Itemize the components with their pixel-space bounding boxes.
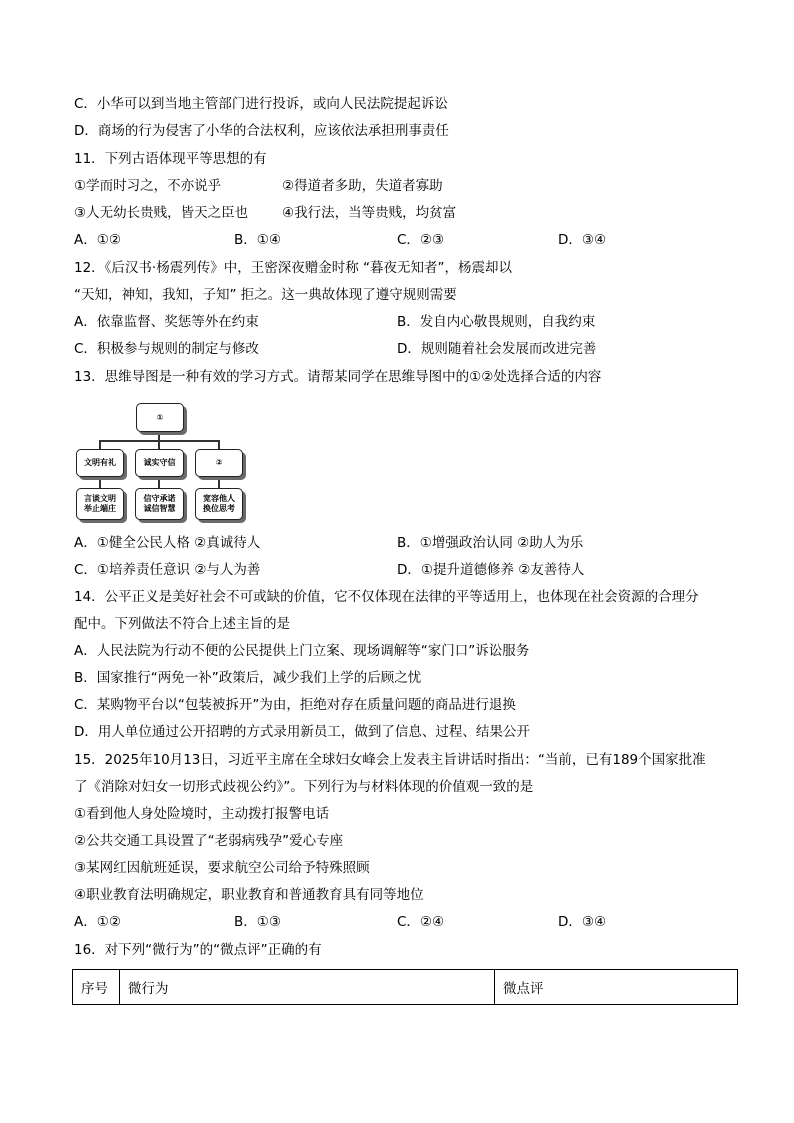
q12-stem-line2: “天知，神知，我知，子知” 拒之。这一典故体现了遵守规则需要	[74, 287, 457, 303]
q12-option-c: C．积极参与规则的制定与修改	[74, 341, 259, 357]
mind-map-leaf-1: 言谈文明 举止端庄	[76, 488, 124, 520]
table-header-row	[73, 970, 738, 1005]
q15-item-3: ③某网红因航班延误，要求航空公司给予特殊照顾	[74, 860, 370, 876]
q12-option-d: D．规则随着社会发展而改进完善	[397, 341, 597, 357]
q14-option-c: C．某购物平台以“包装被拆开”为由，拒绝对存在质量问题的商品进行退换	[74, 697, 516, 713]
q15-option-c: C．②④	[397, 914, 445, 930]
mind-map-node-3: ②	[195, 449, 243, 477]
q11-item-4: ④我行法，当等贵贱，均贫富	[282, 205, 457, 221]
q15-item-4: ④职业教育法明确规定，职业教育和普通教育具有同等地位	[74, 887, 424, 903]
q13-option-b: B．①增强政治认同 ②助人为乐	[397, 535, 584, 551]
q11-option-b: B．①④	[234, 232, 281, 248]
q11-option-c: C．②③	[397, 232, 445, 248]
q13-option-d: D．①提升道德修养 ②友善待人	[397, 562, 585, 578]
mind-map-root: ①	[136, 403, 184, 432]
q11-stem: 11．下列古语体现平等思想的有	[74, 151, 267, 167]
q15-item-2: ②公共交通工具设置了“老弱病残孕”爱心专座	[74, 833, 344, 849]
q13-option-c: C．①培养责任意识 ②与人为善	[74, 562, 261, 578]
q14-option-d: D．用人单位通过公开招聘的方式录用新员工，做到了信息、过程、结果公开	[74, 724, 530, 740]
mind-map-diagram	[74, 397, 244, 523]
q15-stem-line2: 了《消除对妇女一切形式歧视公约》”。下列行为与材料体现的价值观一致的是	[74, 779, 534, 795]
q11-item-2: ②得道者多助，失道者寡助	[282, 178, 443, 194]
q15-option-a: A．①②	[74, 914, 121, 930]
q11-item-3: ③人无幼长贵贱，皆天之臣也	[74, 205, 249, 221]
q11-option-d: D．③④	[558, 232, 607, 248]
q12-stem-line1: 12．《后汉书·杨震列传》中，王密深夜赠金时称 “暮夜无知者”，杨震却以	[74, 260, 512, 276]
q15-stem-line1: 15．2025年10月13日，习近平主席在全球妇女峰会上发表主旨讲话时指出：“当前，已有189个国家批准	[74, 752, 706, 768]
q15-item-1: ①看到他人身处险境时，主动拨打报警电话	[74, 806, 330, 822]
q12-option-b: B．发自内心敬畏规则，自我约束	[397, 314, 596, 330]
q14-option-b: B．国家推行“两免一补”政策后，减少我们上学的后顾之忧	[74, 670, 422, 686]
mind-map-leaf-3: 宽容他人 换位思考	[195, 488, 243, 520]
q12-option-a: A．依靠监督、奖惩等外在约束	[74, 314, 259, 330]
q11-option-a: A．①②	[74, 232, 121, 248]
q10-option-d: D．商场的行为侵害了小华的合法权利，应该依法承担刑事责任	[74, 123, 449, 139]
q14-option-a: A．人民法院为行动不便的公民提供上门立案、现场调解等“家门口”诉讼服务	[74, 643, 530, 659]
table-header-index: 序号	[73, 970, 120, 1005]
q13-option-a: A．①健全公民人格 ②真诚待人	[74, 535, 261, 551]
q11-item-1: ①学而时习之，不亦说乎	[74, 178, 222, 194]
q15-option-d: D．③④	[558, 914, 607, 930]
mind-map-node-2: 诚实守信	[135, 449, 184, 477]
q14-stem-line1: 14．公平正义是美好社会不可或缺的价值，它不仅体现在法律的平等适用上，也体现在社会资源的合理分	[74, 589, 699, 605]
q10-option-c: C．小华可以到当地主管部门进行投诉，或向人民法院提起诉讼	[74, 96, 448, 112]
mind-map-node-1: 文明有礼	[76, 449, 124, 477]
q13-stem: 13．思维导图是一种有效的学习方式。请帮某同学在思维导图中的①②处选择合适的内容	[74, 369, 602, 385]
q16-stem: 16．对下列“微行为”的“微点评”正确的有	[74, 942, 322, 958]
q15-option-b: B．①③	[234, 914, 281, 930]
q14-stem-line2: 配中。下列做法不符合上述主旨的是	[74, 616, 290, 632]
table-header-behavior: 微行为	[120, 970, 495, 1005]
q16-table	[72, 969, 738, 1005]
mind-map-leaf-2: 信守承诺 诚信智慧	[135, 488, 184, 520]
table-header-comment: 微点评	[495, 970, 738, 1005]
